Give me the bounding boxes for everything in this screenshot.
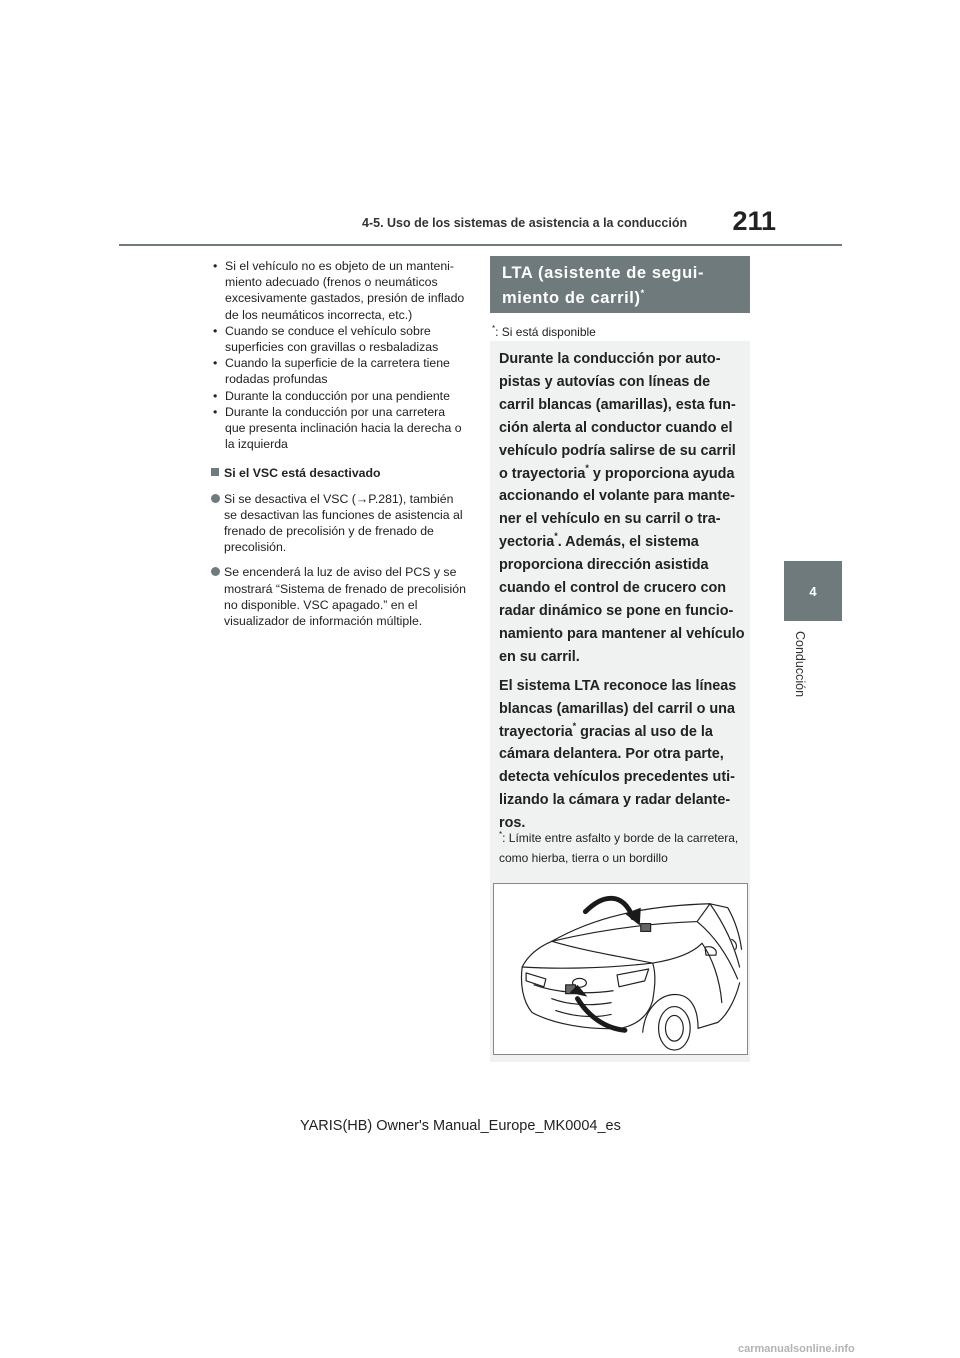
header-divider: [119, 244, 842, 246]
list-item: • Si el vehículo no es objeto de un mantenimiento adecuado (frenos o neumáticos excesivamente gastados, presión de inflado de los neumáticos incorrecta, etc.): [211, 258, 467, 323]
asterisk-mark: *: [572, 720, 577, 731]
text-run: Durante la conducción por autopistas y autovías con líneas de carril blancas (amarillas), esta función alerta al conductor cuando el vehículo podría salirse de su carril o trayectoria: [499, 351, 736, 482]
section-title: LTA (asistente de seguimiento de carril): [502, 264, 704, 307]
asterisk-mark: *: [585, 462, 589, 473]
condition-list: [211, 258, 467, 452]
manual-footer: YARIS(HB) Owner's Manual_Europe_MK0004_es: [300, 1118, 621, 1134]
chapter-tab: 4: [784, 561, 842, 621]
section-header: 4-5. Uso de los sistemas de asistencia a la conducción: [362, 216, 688, 230]
asterisk-mark: *: [554, 531, 558, 542]
section-title-banner: [490, 256, 750, 313]
list-item: • Durante la conducción por una carretera que presenta inclinación hacia la derecha o la izquierda: [211, 404, 467, 453]
text-run: y proporciona ayuda accionando el volante para mantener el vehículo en su carril o trayectoria: [499, 465, 735, 551]
point-item: [211, 564, 467, 629]
box-footnote: *: Límite entre asfalto y borde de la carretera, como hierba, tierra o un bordillo: [499, 830, 739, 865]
asterisk-mark: *: [492, 324, 496, 333]
list-item: • Cuando la superficie de la carretera tiene rodadas profundas: [211, 355, 467, 387]
text-run: . Además, el sistema proporciona dirección asistida cuando el control de crucero con radar dinámico se pone en funcionamiento para mantener al vehículo en su carril.: [499, 534, 745, 665]
description-paragraph: [499, 348, 747, 669]
asterisk-mark: *: [499, 830, 503, 839]
circle-bullet-icon: [211, 567, 220, 576]
watermark: carmanualsonline.info: [738, 1343, 855, 1355]
list-item: • Cuando se conduce el vehículo sobre superficies con gravillas o resbaladizas: [211, 323, 467, 355]
text-run: gracias al uso de la cámara delantera. Por otra parte, detecta vehículos precedentes utilizando la cámara y radar delanteros.: [499, 723, 735, 832]
point-item: [211, 491, 467, 556]
circle-bullet-icon: [211, 494, 220, 503]
list-item: • Durante la conducción por una pendiente: [211, 388, 467, 404]
point-text: Si se desactiva el VSC (→P.281), también se desactivan las funciones de asistencia al frenado de precolisión y de frenado de precolisión.: [224, 491, 463, 555]
asterisk-mark: *: [640, 288, 645, 298]
vsc-subheading: [211, 465, 467, 481]
description-paragraph: [499, 675, 747, 835]
availability-text: Si está disponible: [501, 325, 596, 339]
availability-note: *: Si está disponible: [492, 324, 596, 339]
square-bullet-icon: [211, 468, 219, 476]
car-illustration-svg: [494, 884, 747, 1054]
subheading-text: Si el VSC está desactivado: [224, 466, 381, 481]
chapter-label: Conducción: [793, 631, 807, 698]
page-number: 211: [732, 206, 776, 236]
car-sensor-illustration: [493, 883, 748, 1055]
footnote-text: Límite entre asfalto y borde de la carretera, como hierba, tierra o un bordillo: [499, 831, 739, 865]
text-run: El sistema LTA reconoce las líneas blancas (amarillas) del carril o una trayectoria: [499, 677, 737, 740]
left-column: [211, 258, 467, 629]
point-text: Se encenderá la luz de aviso del PCS y se mostrará “Sistema de frenado de precolisión no disponible. VSC apagado.” en el visualizador de información múltiple.: [224, 565, 466, 629]
lta-description: [499, 348, 747, 835]
